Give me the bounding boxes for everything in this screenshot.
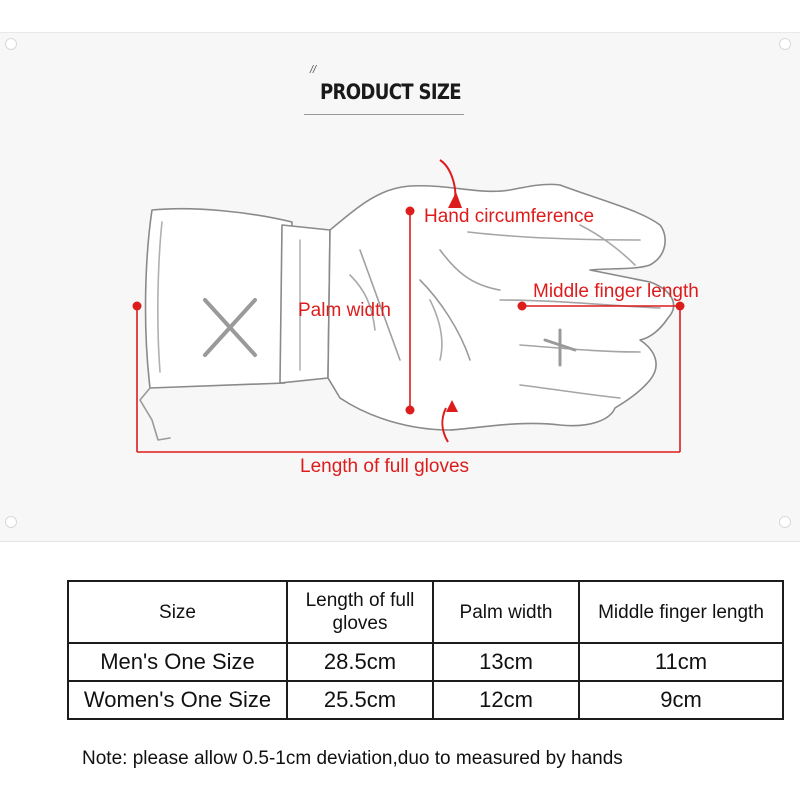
table-row [68,643,783,681]
table-header-row [68,581,783,643]
column-header: Middle finger length [579,581,783,643]
table-cell: 25.5cm [287,681,433,719]
size-table [67,580,784,720]
table-cell: 13cm [433,643,579,681]
label-hand-circumference: Hand circumference [424,206,595,227]
marker-dot [518,302,527,311]
marker-dot [133,302,142,311]
deviation-note: Note: please allow 0.5-1cm deviation,duo to measured by hands [82,748,623,769]
marker-dot [406,207,415,216]
table-cell: 11cm [579,643,783,681]
column-header: Length of full gloves [287,581,433,643]
label-middle-finger-length: Middle finger length [533,281,699,302]
column-header: Palm width [433,581,579,643]
table-cell: 12cm [433,681,579,719]
table-row [68,681,783,719]
column-header: Size [68,581,287,643]
label-length-of-full-gloves: Length of full gloves [300,456,470,477]
heading-mark: // [310,64,317,76]
table-cell: Women's One Size [68,681,287,719]
table-cell: 9cm [579,681,783,719]
table-cell: 28.5cm [287,643,433,681]
table-cell: Men's One Size [68,643,287,681]
marker-dot [406,406,415,415]
label-palm-width: Palm width [298,300,391,321]
section-title: PRODUCT SIZE [320,80,461,104]
